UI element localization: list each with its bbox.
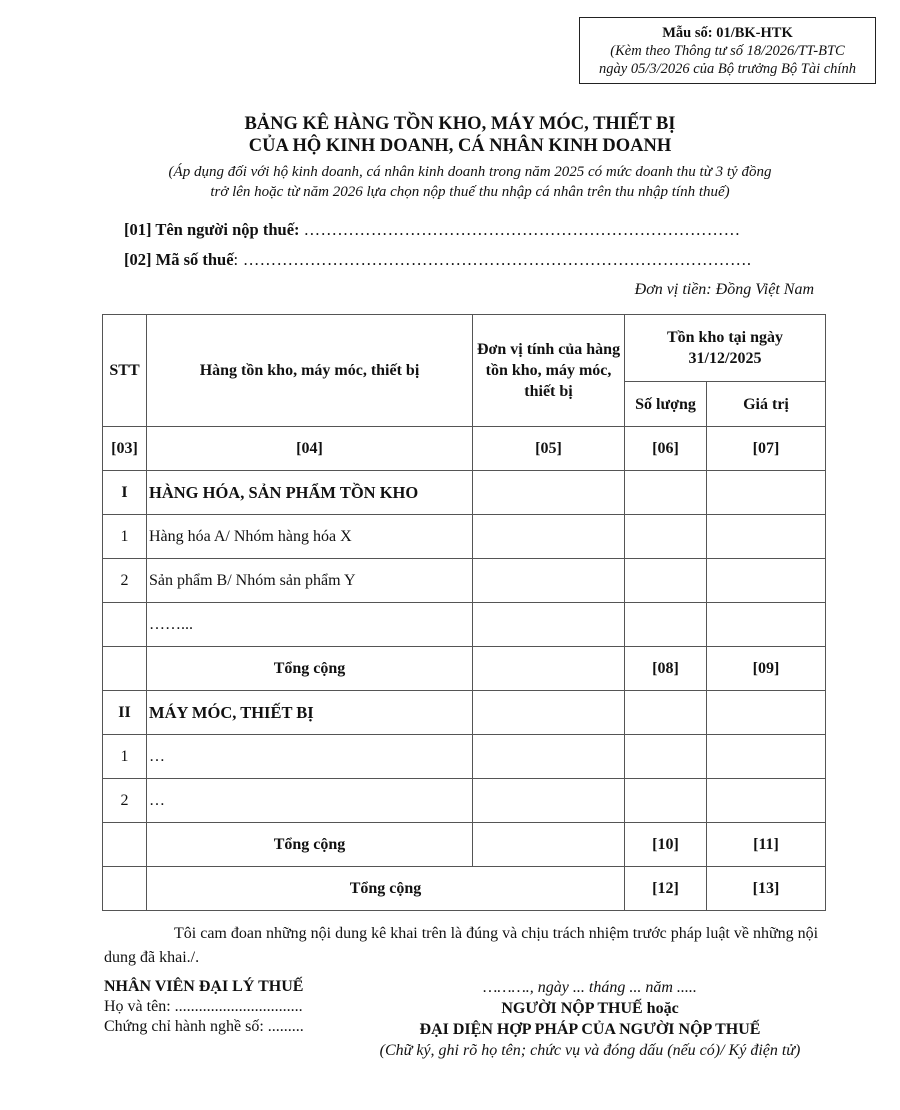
section-row-goods [103,471,826,515]
value-cell[interactable] [707,603,826,647]
tax-code-input[interactable]: : ………………………………………………………………………………. [233,250,752,269]
row-number: 1 [103,515,147,559]
quantity-cell[interactable] [625,515,707,559]
unit-cell [473,647,625,691]
signer-role-line2: ĐẠI DIỆN HỢP PHÁP CỦA NGƯỜI NỘP THUẾ [419,1021,761,1038]
value-cell[interactable] [707,691,826,735]
grand-total-quantity-code[interactable]: [12] [625,867,707,911]
unit-cell[interactable] [473,603,625,647]
item-name[interactable]: Sản phẩm B/ Nhóm sản phẩm Y [147,559,473,603]
code-03: [03] [103,427,147,471]
quantity-cell[interactable] [625,779,707,823]
tax-agent-heading: NHÂN VIÊN ĐẠI LÝ THUẾ [104,978,304,995]
row-number: 1 [103,735,147,779]
code-05: [05] [473,427,625,471]
value-cell[interactable] [707,515,826,559]
table-header-row [103,315,826,382]
empty-cell [103,867,147,911]
value-cell[interactable] [707,779,826,823]
subtotal-value-code[interactable]: [11] [707,823,826,867]
unit-cell[interactable] [473,515,625,559]
section-number: I [103,471,147,515]
section-row-equipment [103,691,826,735]
form-circular-ref: (Kèm theo Thông tư số 18/2026/TT-BTC [610,43,845,59]
quantity-cell[interactable] [625,471,707,515]
quantity-cell[interactable] [625,691,707,735]
signing-date-line[interactable]: ………., ngày ... tháng ... năm ..... [483,979,697,996]
taxpayer-name-input[interactable]: …………………………………………………………………… [303,220,741,239]
subtotal-value-code[interactable]: [09] [707,647,826,691]
row-number: 2 [103,559,147,603]
value-cell[interactable] [707,735,826,779]
form-code: Mẫu số: 01/BK-HTK [662,25,793,41]
form-code-box [579,17,876,84]
header-value: Giá trị [707,382,826,427]
tax-code-label: [02] Mã số thuế [124,250,234,269]
item-name[interactable]: … [147,735,473,779]
signer-block [340,977,840,1061]
subtotal-quantity-code[interactable]: [10] [625,823,707,867]
unit-cell[interactable] [473,735,625,779]
row-number [103,603,147,647]
table-row [103,603,826,647]
signature-note: (Chữ ký, ghi rõ họ tên; chức vụ và đóng dấu (nếu có)/ Ký điện tử) [379,1042,801,1059]
currency-unit: Đơn vị tiền: Đồng Việt Nam [634,281,814,298]
table-row [103,779,826,823]
section-number: II [103,691,147,735]
header-inventory-date: Tồn kho tại ngày 31/12/2025 [625,315,826,382]
unit-cell[interactable] [473,559,625,603]
document-title-line1: BẢNG KÊ HÀNG TỒN KHO, MÁY MÓC, THIẾT BỊ [244,114,676,134]
row-number: 2 [103,779,147,823]
code-07: [07] [707,427,826,471]
quantity-cell[interactable] [625,603,707,647]
quantity-cell[interactable] [625,559,707,603]
form-circular-date: ngày 05/3/2026 của Bộ trưởng Bộ Tài chính [599,61,856,77]
grand-total-row [103,867,826,911]
header-quantity: Số lượng [625,382,707,427]
pledge-statement: Tôi cam đoan những nội dung kê khai trên là đúng và chịu trách nhiệm trước pháp luật về những nội dung đã khai./. [104,925,819,966]
column-code-row [103,427,826,471]
taxpayer-name-field[interactable] [124,220,740,240]
document-title-line2: CỦA HỘ KINH DOANH, CÁ NHÂN KINH DOANH [248,136,672,156]
tax-agent-name-field[interactable]: Họ và tên: ................................ [104,998,303,1015]
tax-agent-certificate-field[interactable]: Chứng chỉ hành nghề số: ......... [104,1018,304,1035]
unit-cell [473,823,625,867]
grand-total-label: Tổng cộng [147,867,625,911]
section-label: MÁY MÓC, THIẾT BỊ [147,691,473,735]
subtotal-row-equipment [103,823,826,867]
header-item-name: Hàng tồn kho, máy móc, thiết bị [147,315,473,427]
empty-cell [103,647,147,691]
table-row [103,735,826,779]
code-04: [04] [147,427,473,471]
quantity-cell[interactable] [625,735,707,779]
unit-cell[interactable] [473,471,625,515]
header-unit: Đơn vị tính của hàng tồn kho, máy móc, thiết bị [473,315,625,427]
unit-cell[interactable] [473,691,625,735]
header-stt: STT [103,315,147,427]
grand-total-value-code[interactable]: [13] [707,867,826,911]
subtotal-label: Tổng cộng [147,647,473,691]
table-row [103,515,826,559]
code-06: [06] [625,427,707,471]
section-label: HÀNG HÓA, SẢN PHẨM TỒN KHO [147,471,473,515]
tax-agent-block [104,977,304,1037]
table-row [103,559,826,603]
tax-code-field[interactable] [124,250,751,270]
value-cell[interactable] [707,471,826,515]
taxpayer-name-label: [01] Tên người nộp thuế: [124,220,300,239]
item-name[interactable]: … [147,779,473,823]
subtotal-label: Tổng cộng [147,823,473,867]
subtotal-row-goods [103,647,826,691]
inventory-table [102,314,826,911]
item-name[interactable]: ……... [147,603,473,647]
item-name[interactable]: Hàng hóa A/ Nhóm hàng hóa X [147,515,473,559]
document-subtitle-line1: (Áp dụng đối với hộ kinh doanh, cá nhân kinh doanh trong năm 2025 có mức doanh thu từ 3 tỷ đồng [168,164,772,180]
unit-cell[interactable] [473,779,625,823]
signer-role-line1: NGƯỜI NỘP THUẾ hoặc [501,1000,679,1017]
value-cell[interactable] [707,559,826,603]
subtotal-quantity-code[interactable]: [08] [625,647,707,691]
document-subtitle-line2: trở lên hoặc từ năm 2026 lựa chọn nộp thuế thu nhập cá nhân trên thu nhập tính thuế) [210,184,730,200]
empty-cell [103,823,147,867]
